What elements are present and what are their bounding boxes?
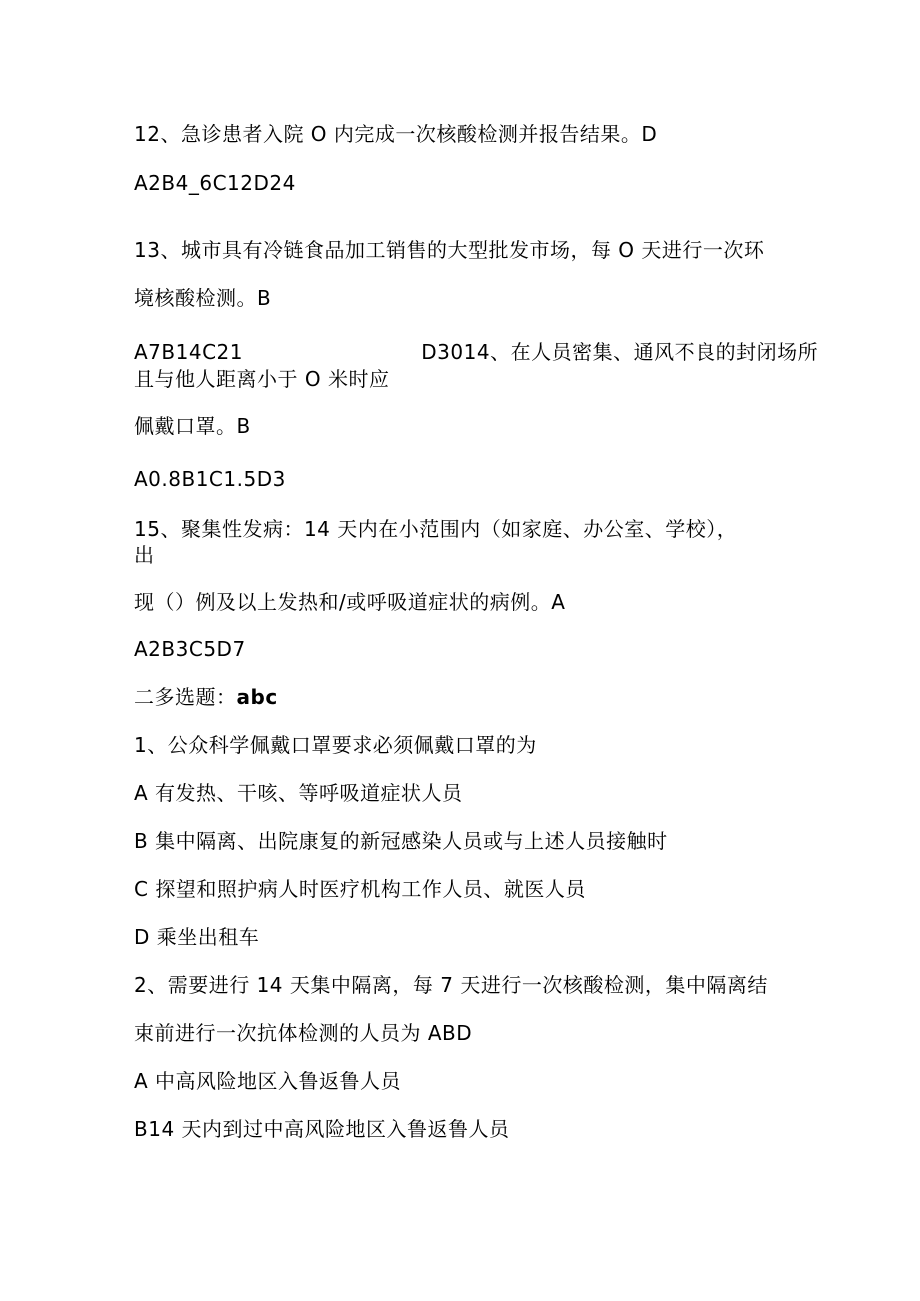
mq2-text-line2: 束前进行一次抗体检测的人员为 ABD <box>134 1021 473 1045</box>
q15-text-line3: 现（）例及以上发热和/或呼吸道症状的病例。A <box>134 590 566 614</box>
section-heading-suffix: abc <box>236 685 278 709</box>
mq2-option-a: A 中高风险地区入鲁返鲁人员 <box>134 1069 402 1093</box>
q15-options: A2B3C5D7 <box>134 637 246 661</box>
mq1-option-d: D 乘坐出租车 <box>134 925 260 949</box>
q15-text-line1: 15、聚集性发病：14 天内在小范围内（如家庭、办公室、学校）， <box>134 517 738 541</box>
q14-text-line3: 佩戴口罩。B <box>134 414 251 438</box>
mq1-option-c: C 探望和照护病人时医疗机构工作人员、就医人员 <box>134 877 586 901</box>
mq2-text-line1: 2、需要进行 14 天集中隔离，每 7 天进行一次核酸检测，集中隔离结 <box>134 973 768 997</box>
q14-text-line2: 且与他人距离小于 O 米时应 <box>134 367 390 391</box>
mq1-option-b: B 集中隔离、出院康复的新冠感染人员或与上述人员接触时 <box>134 829 668 853</box>
q13-text-line1: 13、城市具有冷链食品加工销售的大型批发市场，每 O 天进行一次环 <box>134 238 765 262</box>
section-heading-label: 二多选题： <box>134 685 237 709</box>
q13-options-q14-text: A7B14C21 D3014、在人员密集、通风不良的封闭场所 <box>134 340 819 364</box>
q15-text-line2: 出 <box>134 543 155 567</box>
q12-text: 12、急诊患者入院 O 内完成一次核酸检测并报告结果。D <box>134 122 658 146</box>
mq1-option-a: A 有发热、干咳、等呼吸道症状人员 <box>134 781 463 805</box>
q12-options: A2B4_6C12D24 <box>134 171 296 195</box>
mq2-option-b: B14 天内到过中高风险地区入鲁返鲁人员 <box>134 1117 510 1141</box>
section-heading <box>134 685 278 709</box>
mq1-text: 1、公众科学佩戴口罩要求必须佩戴口罩的为 <box>134 733 537 757</box>
q13-text-line2: 境核酸检测。B <box>134 286 272 310</box>
q14-options: A0.8B1C1.5D3 <box>134 467 286 491</box>
